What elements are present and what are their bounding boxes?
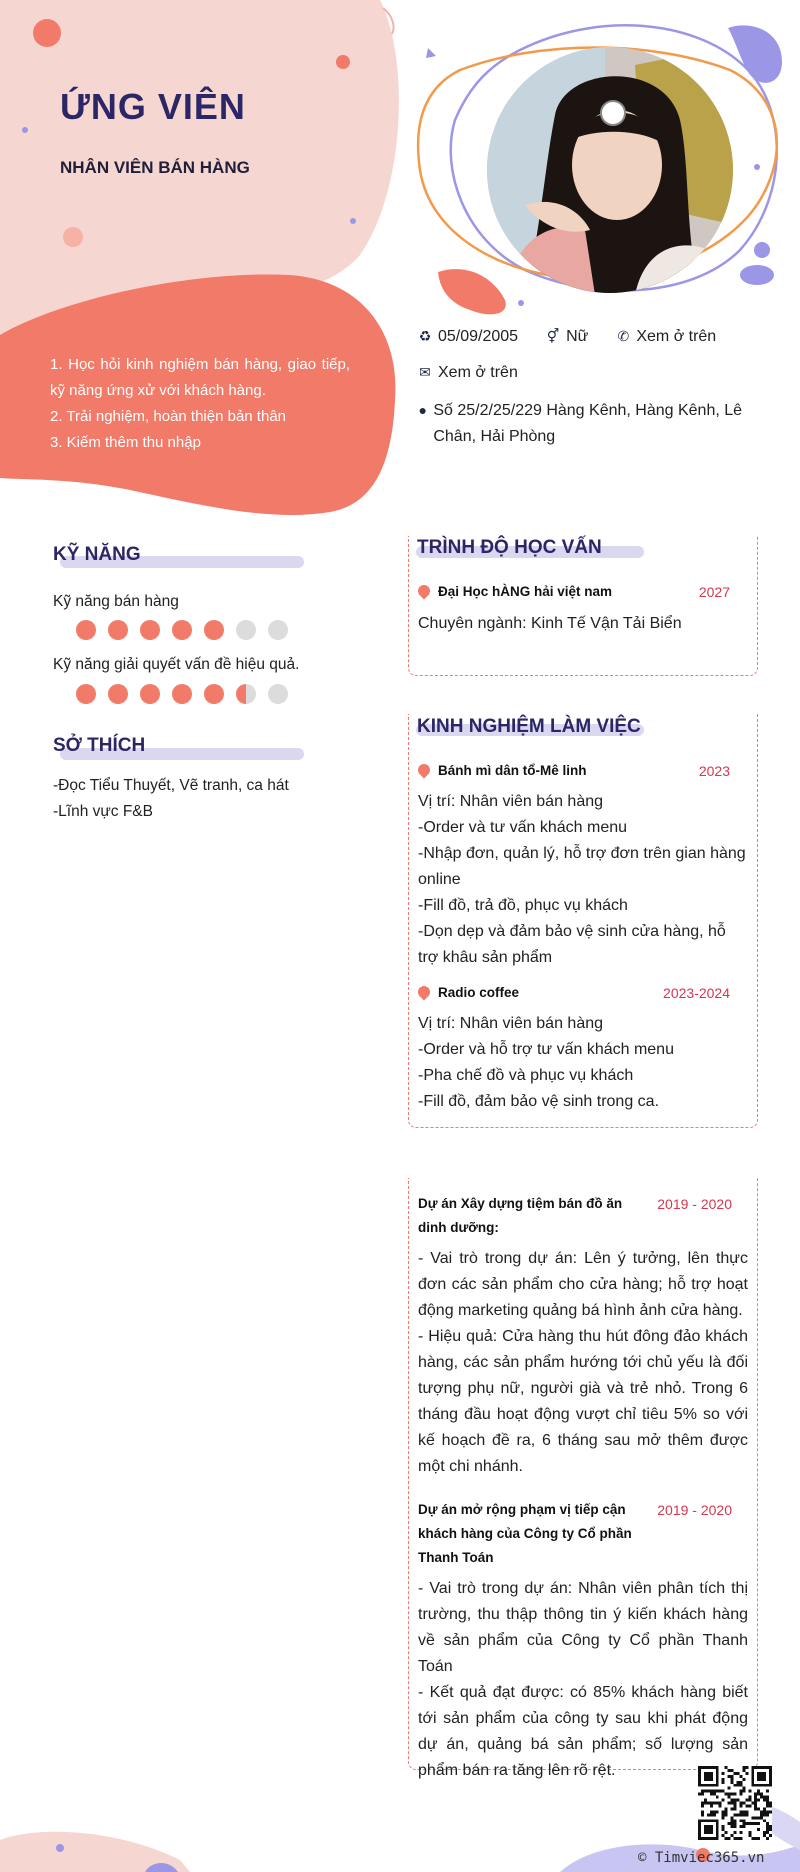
birthday-value: 05/09/2005 [438,328,519,345]
job-line: -Pha chế đồ và phục vụ khách [418,1067,634,1084]
cake-icon: ♻ [418,328,432,344]
job-company: Bánh mì dân tổ-Mê linh [438,763,587,778]
project-head [418,1192,738,1240]
avatar [485,45,735,295]
address-field [416,398,756,450]
project-head [418,1498,738,1570]
education-major: Chuyên ngành: Kinh Tế Vận Tải Biển [418,615,682,632]
rating-dot [172,620,192,640]
rating-dot [236,620,256,640]
rating-dot [268,620,288,640]
hobbies-title: SỞ THÍCH [53,735,146,756]
gender-icon: ⚥ [546,328,560,344]
project-title: Dự án Xây dựng tiệm bán đồ ăn dinh dưỡng: [418,1196,623,1235]
job-line: -Nhập đơn, quản lý, hỗ trợ đơn trên gian hàng online [418,845,746,888]
job-details [418,1011,750,1115]
location-pin-icon [416,762,433,779]
location-pin-icon [416,583,433,600]
project-line: - Kết quả đạt được: có 85% khách hàng biết tới sản phẩm của công ty sau khi phát động dự án, quảng bá sản phẩm; số lượng sản phẩm bán ra tăng lên rõ rệt. [418,1684,748,1779]
hobbies-list [53,773,289,825]
rating-dot [140,620,160,640]
school-line [418,580,612,604]
phone-icon: ✆ [617,328,630,344]
contact-row-1 [416,328,716,346]
birthday-field [416,328,518,346]
job-head [418,759,738,783]
job-company: Radio coffee [438,985,520,1000]
project-year: 2019 - 2020 [657,1502,732,1518]
email-field [416,364,518,382]
phone-field [614,328,716,346]
experience-title: KINH NGHIỆM LÀM VIỆC [417,716,641,737]
rating-dot [204,620,224,640]
rating-dot [76,620,96,640]
school-name: Đại Học hÀNG hải việt nam [438,584,613,599]
job-year: 2023-2024 [663,985,730,1001]
location-pin-icon [416,984,433,1001]
rating-dot [172,684,192,704]
job-line: -Order và hỗ trợ tư vấn khách menu [418,1041,674,1058]
job-company-line [418,981,519,1005]
address-value: Số 25/2/25/229 Hàng Kênh, Hàng Kênh, Lê Chân, Hải Phòng [433,402,743,445]
envelope-icon: ✉ [419,364,431,380]
gender-value: Nữ [566,328,589,345]
skill-name: Kỹ năng giải quyết vấn đề hiệu quả. [53,656,300,673]
job-company-line [418,759,587,783]
location-pin-icon: ● [418,402,427,418]
skill-rating [76,620,288,640]
rating-dot [76,684,96,704]
job-line: -Dọn dẹp và đảm bảo vệ sinh cửa hàng, hỗ trợ khâu sản phẩm [418,923,726,966]
project-line: - Hiệu quả: Cửa hàng thu hút đông đảo khách hàng, các sản phẩm hướng tới chủ yếu là đối tượng phụ nữ, người già và trẻ nhỏ. Trong 6 tháng đầu hoạt động vượt chỉ tiêu 5% so với kế hoạch đề ra, 6 tháng sau mở thêm được một chi nhánh. [418,1328,748,1475]
education-year: 2027 [698,584,730,600]
rating-dot [204,684,224,704]
project-line: - Vai trò trong dự án: Nhân viên phân tích thị trường, thu thập thông tin ý kiến khách hàng về sản phẩm của Công ty Cổ phần Thanh Toán [418,1580,748,1675]
email-value: Xem ở trên [438,364,518,381]
job-details [418,789,750,971]
project-year: 2019 - 2020 [657,1196,732,1212]
job-line: -Fill đồ, đảm bảo vệ sinh trong ca. [418,1093,660,1110]
project-details [418,1576,748,1784]
skill-rating [76,684,288,704]
candidate-name: ỨNG VIÊN [60,86,246,127]
gender-field [544,328,588,346]
education-entry-head [418,580,738,604]
desired-position: NHÂN VIÊN BÁN HÀNG [60,158,250,177]
qr-code [698,1766,772,1840]
rating-dot [268,684,288,704]
footer-credit: © Timviec365.vn [638,1850,765,1866]
hobby-item: -Lĩnh vực F&B [53,803,153,820]
phone-value: Xem ở trên [636,328,717,345]
job-line: Vị trí: Nhân viên bán hàng [418,793,604,810]
job-head [418,981,738,1005]
job-line: -Order và tư vấn khách menu [418,819,628,836]
rating-dot [108,620,128,640]
hobby-item: -Đọc Tiểu Thuyết, Vẽ tranh, ca hát [53,777,289,794]
job-line: Vị trí: Nhân viên bán hàng [418,1015,604,1032]
education-title: TRÌNH ĐỘ HỌC VẤN [417,537,602,558]
career-goals [50,352,350,456]
job-line: -Fill đồ, trả đồ, phục vụ khách [418,897,628,914]
goal-item: 1. Học hỏi kinh nghiệm bán hàng, giao tiếp, kỹ năng ứng xử với khách hàng. [50,356,350,399]
skill-name: Kỹ năng bán hàng [53,593,179,610]
rating-dot [140,684,160,704]
skills-title: KỸ NĂNG [53,544,141,565]
goal-item: 2. Trải nghiệm, hoàn thiện bản thân [50,408,287,425]
project-title: Dự án mở rộng phạm vị tiếp cận khách hàng của Công ty Cổ phần Thanh Toán [418,1502,632,1565]
rating-dot [108,684,128,704]
project-line: - Vai trò trong dự án: Lên ý tưởng, lên thực đơn các sản phẩm cho cửa hàng; hỗ trợ hoạt động marketing quảng bá hình ảnh cửa hàng. [418,1250,748,1319]
goal-item: 3. Kiếm thêm thu nhập [50,434,201,451]
job-year: 2023 [698,763,730,779]
rating-dot [236,684,256,704]
project-details [418,1246,748,1480]
